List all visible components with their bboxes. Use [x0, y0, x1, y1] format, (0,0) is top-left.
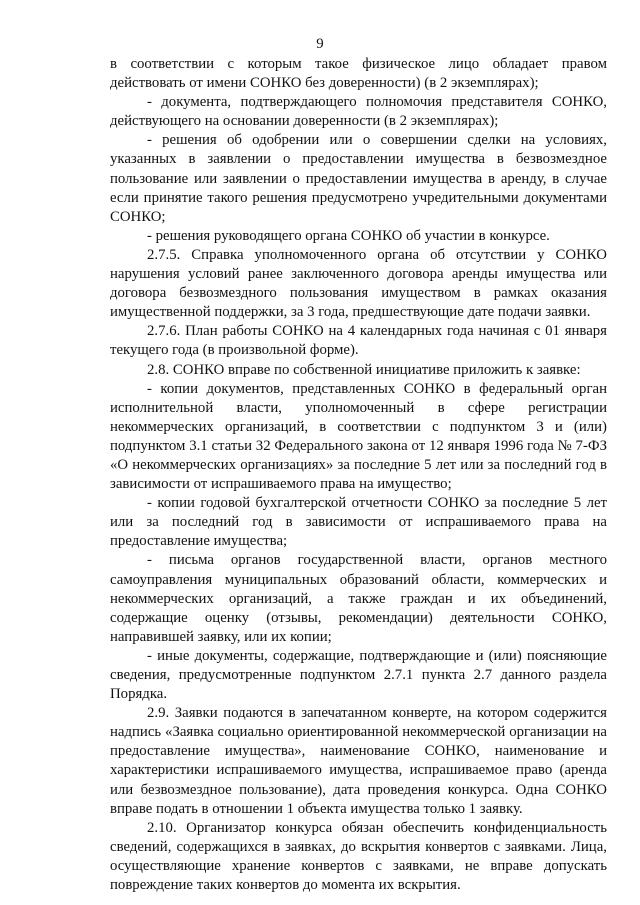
paragraph-2-7-5: 2.7.5. Справка уполномоченного органа об отсутствии у СОНКО нарушения условий ранее заключенного договора аренды имущества или договора безвозмездного пользования имуществом в рамках оказания имущественной поддержки, за 3 года, предшествующие дате подачи заявки. [110, 246, 607, 321]
paragraph-item-power-of-attorney: - документа, подтверждающего полномочия представителя СОНКО, действующего на основании доверенности (в 2 экземплярах); [110, 94, 607, 130]
paragraph-item-letters: - письма органов государственной власти, органов местного самоуправления муниципальных образований области, коммерческих и некоммерческих организаций, а также граждан и их объединений, содержащие оценку (отзывы, рекомендации) деятельности СОНКО, направившей заявку, или их копии; [110, 552, 607, 645]
paragraph-item-other-documents: - иные документы, содержащие, подтверждающие и (или) поясняющие сведения, предусмотренные подпунктом 2.7.1 пункта 2.7 данного раздела Порядка. [110, 647, 607, 703]
paragraph-2-9: 2.9. Заявки подаются в запечатанном конверте, на котором содержится надпись «Заявка социально ориентированной некоммерческой организации на предоставление имущества», наименование СОНКО, наименование и характеристики испрашиваемого имущества, испрашиваемое право (аренда или безвозмездное пользование), дата проведения конкурса. Одна СОНКО вправе подать в отношении 1 объекта имущества только 1 заявку. [110, 705, 607, 817]
paragraph-continuation: в соответствии с которым такое физическое лицо обладает правом действовать от имени СОНКО без доверенности) (в 2 экземплярах); [110, 56, 607, 92]
paragraph-2-10: 2.10. Организатор конкурса обязан обеспечить конфиденциальность сведений, содержащихся в заявках, до вскрытия конвертов с заявками. Лица, осуществляющие хранение конвертов с заявками, не вправе допускать повреждение таких конвертов до момента их вскрытия. [110, 819, 607, 894]
paragraph-item-governing-body-decision: - решения руководящего органа СОНКО об участии в конкурсе. [147, 227, 550, 244]
paragraph-2-8: 2.8. СОНКО вправе по собственной инициативе приложить к заявке: [147, 361, 581, 378]
paragraph-2-7-6: 2.7.6. План работы СОНКО на 4 календарных года начиная с 01 января текущего года (в произвольной форме). [110, 323, 607, 359]
document-body [110, 55, 607, 895]
paragraph-item-registration-documents: - копии документов, представленных СОНКО в федеральный орган исполнительной власти, уполномоченный в сфере регистрации некоммерческих организаций, в соответствии с подпунктом 3 и (или) подпунктом 3.1 статьи 32 Федерального закона от 12 января 1996 года № 7-ФЗ «О некоммерческих организациях» за последние 5 лет или за последний год в зависимости от испрашиваемого права на имущество; [110, 380, 607, 493]
paragraph-item-transaction-approval: - решения об одобрении или о совершении сделки на условиях, указанных в заявлении о предоставлении имущества в безвозмездное пользование или заявлении о предоставлении имущества в аренду, в случае если принятие такого решения предусмотрено учредительными документами СОНКО; [110, 132, 607, 225]
paragraph-item-accounting-reports: - копии годовой бухгалтерской отчетности СОНКО за последние 5 лет или за последний год в зависимости от испрашиваемого права на предоставление имущества; [110, 495, 607, 550]
page-number: 9 [316, 36, 324, 52]
